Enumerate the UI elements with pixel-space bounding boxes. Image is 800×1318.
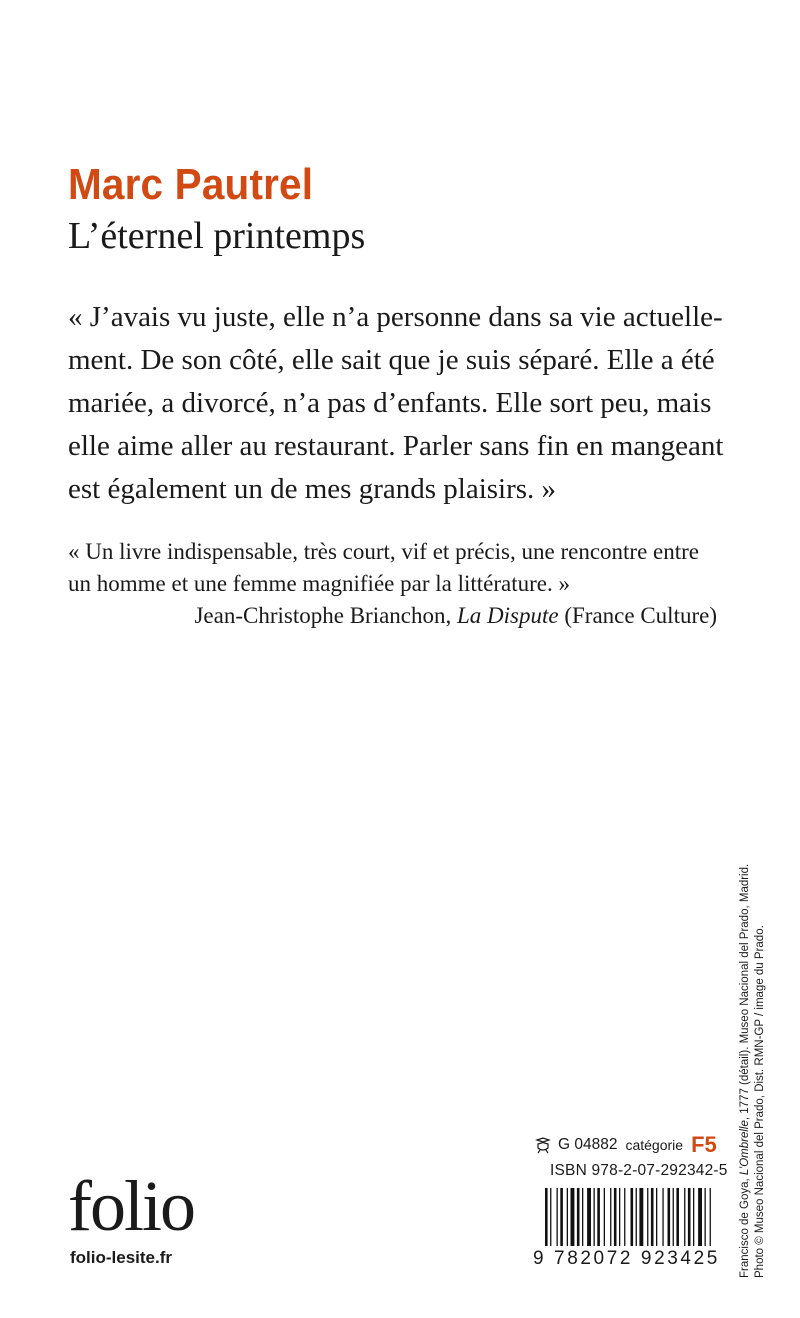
gallimard-mark-icon — [534, 1136, 552, 1154]
publisher-website-link[interactable]: folio-lesite.fr — [70, 1248, 173, 1267]
review-source — [194, 600, 717, 632]
isbn-row — [534, 1158, 728, 1184]
excerpt-line: elle aime aller au restaurant. Parler sans fin en mangeant — [68, 430, 724, 462]
excerpt-line: est également un de mes grands plaisirs. » — [68, 473, 557, 505]
image-credit — [738, 864, 768, 1278]
book-title: L’éternel printemps — [68, 215, 366, 257]
excerpt-quote — [68, 296, 728, 511]
barcode-digits: 9 782072 923425 — [533, 1248, 720, 1269]
isbn-number: ISBN 978-2-07-292342-5 — [550, 1162, 728, 1179]
credit-painter: Francisco de Goya, — [739, 1175, 751, 1278]
category-label: catégorie — [625, 1137, 684, 1153]
credit-photo: Photo © Museo Nacional del Prado, Dist. RMN-GP / image du Prado. — [754, 925, 766, 1278]
review-program: La Dispute — [457, 603, 559, 628]
excerpt-line: « J’avais vu juste, elle n’a personne dans sa vie actuelle- — [68, 301, 723, 333]
credit-line-painting — [738, 864, 753, 1278]
excerpt-line: mariée, a divorcé, n’a pas d’enfants. Elle sort peu, mais — [68, 387, 712, 419]
review-line: un homme et une femme magnifiée par la littérature. » — [68, 571, 570, 596]
review-line: « Un livre indispensable, très court, vif et précis, une rencontre entre — [68, 539, 699, 564]
press-review — [68, 536, 728, 600]
author-name: Marc Pautrel — [68, 160, 314, 209]
category-row — [534, 1132, 724, 1158]
credit-details: , 1777 (détail). Museo Nacional del Prado, Madrid. — [739, 863, 751, 1121]
product-code: G 04882 — [558, 1136, 618, 1153]
publisher-logo: folio — [68, 1166, 194, 1246]
category-badge: F5 — [691, 1132, 717, 1157]
review-critic: Jean-Christophe Brianchon, — [194, 603, 458, 628]
excerpt-line: ment. De son côté, elle sait que je suis séparé. Elle a été — [68, 344, 715, 376]
credit-work: L’Ombrelle — [739, 1120, 751, 1176]
review-station: (France Culture) — [558, 603, 717, 628]
product-codes — [534, 1132, 728, 1184]
